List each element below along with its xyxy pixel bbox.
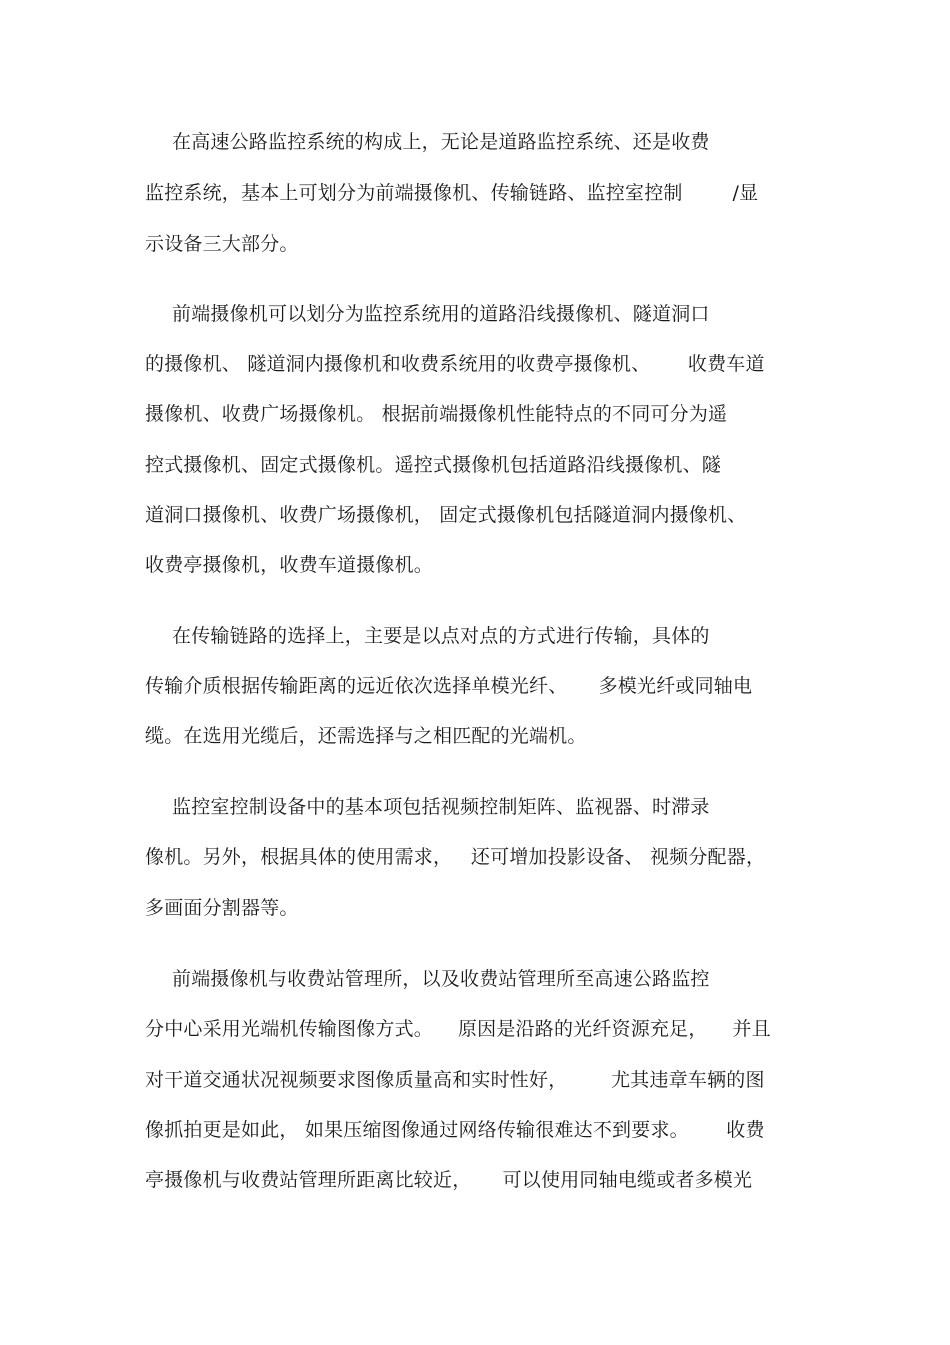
paragraph-line: 控式摄像机、固定式摄像机。遥控式摄像机包括道路沿线摄像机、隧: [145, 454, 722, 476]
paragraph-line: 道洞口摄像机、收费广场摄像机， 固定式摄像机包括隧道洞内摄像机、: [145, 504, 747, 526]
paragraph-line: 收费亭摄像机，收费车道摄像机。: [145, 554, 434, 576]
paragraph-line: 对干道交通状况视频要求图像质量高和实时性好， 尤其违章车辆的图: [145, 1069, 765, 1091]
paragraph-line: 像机。另外，根据具体的使用需求， 还可增加投影设备、 视频分配器，: [145, 846, 766, 868]
paragraph-line: 前端摄像机可以划分为监控系统用的道路沿线摄像机、隧道洞口: [172, 303, 710, 325]
paragraph-line: 多画面分割器等。: [145, 897, 299, 919]
paragraph-line: 像抓拍更是如此， 如果压缩图像通过网络传输很难达不到要求。 收费: [145, 1119, 765, 1141]
paragraph-line: 在传输链路的选择上，主要是以点对点的方式进行传输，具体的: [172, 625, 710, 647]
paragraph-line: 在高速公路监控系统的构成上，无论是道路监控系统、还是收费: [172, 131, 710, 153]
paragraph-line: 传输介质根据传输距离的远近依次选择单模光纤、 多模光纤或同轴电: [145, 675, 753, 697]
paragraph-line: 摄像机、收费广场摄像机。 根据前端摄像机性能特点的不同可分为遥: [145, 403, 728, 425]
paragraph-line: 亭摄像机与收费站管理所距离比较近， 可以使用同轴电缆或者多模光: [145, 1169, 753, 1191]
paragraph-line: 前端摄像机与收费站管理所，以及收费站管理所至高速公路监控: [172, 968, 710, 990]
paragraph-line: 监控室控制设备中的基本项包括视频控制矩阵、监视器、时滞录: [172, 796, 710, 818]
paragraph-line: 监控系统，基本上可划分为前端摄像机、传输链路、监控室控制 /显: [145, 182, 759, 204]
paragraph-line: 缆。在选用光缆后，还需选择与之相匹配的光端机。: [145, 725, 587, 747]
paragraph-line: 的摄像机、 隧道洞内摄像机和收费系统用的收费亭摄像机、 收费车道: [145, 353, 765, 375]
paragraph-line: 示设备三大部分。: [145, 233, 299, 255]
paragraph-line: 分中心采用光端机传输图像方式。 原因是沿路的光纤资源充足， 并且: [145, 1018, 771, 1040]
